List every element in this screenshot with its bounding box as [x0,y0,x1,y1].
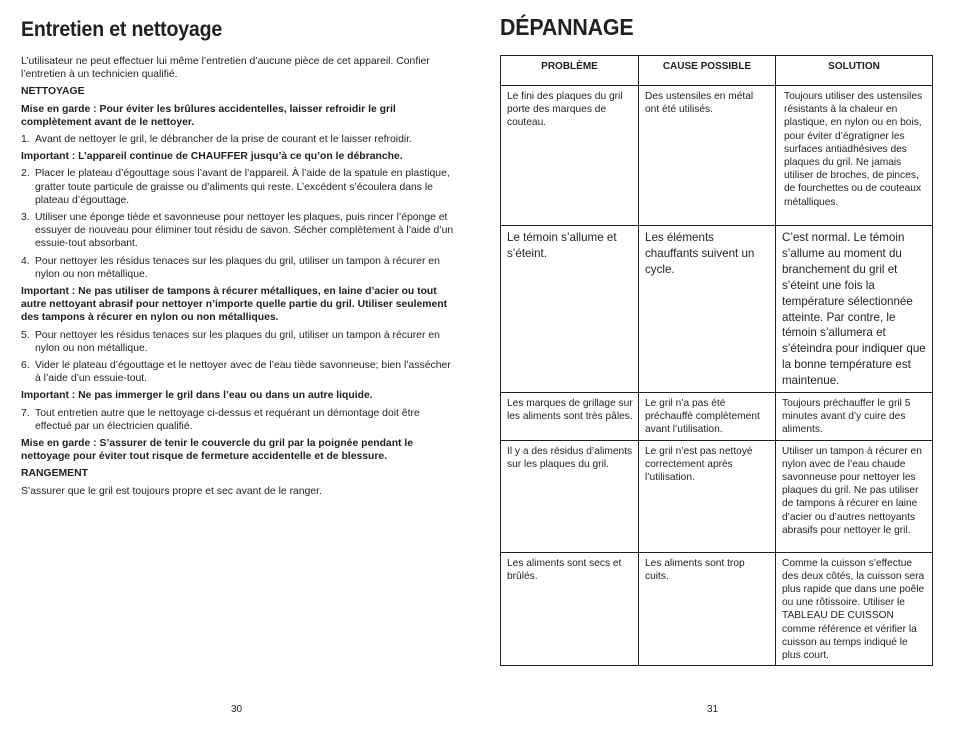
step-text: Utiliser une éponge tiède et savonneuse pour nettoyer les plaques, puis rincer l’éponge et essuyer de nouveau pour éliminer tout résidu de savon. Sécher complètement à l’aide d’un essuie-tout absorbant. [35,212,454,250]
solution-cell: Comme la cuisson s’effectue des deux côtés, la cuisson sera plus rapide que dans une poêle ou une rôtissoire. Utiliser le TABLEAU DE CUISSON comme référence et vérifier la cuisson au temps indiqué le plus court. [776,552,933,666]
important-unplug: Important : L’appareil continue de CHAUFFER jusqu’à ce qu’on le débranche. [21,151,403,163]
header-cause: CAUSE POSSIBLE [639,56,776,86]
important-no-metal-pads: Important : Ne pas utiliser de tampons à récurer métalliques, en laine d’acier ou tout autre nettoyant abrasif pour nettoyer n’importe quelle partie du gril. Utiliser seulement des tampons à récurer en nylon ou non métalliques. [21,286,448,324]
problem-cell: Les marques de grillage sur les aliments sont très pâles. [501,393,639,441]
step-text: Pour nettoyer les résidus tenaces sur les plaques du gril, utiliser un tampon à récurer en nylon ou non métallique. [35,255,440,280]
storage-paragraph: S’assurer que le gril est toujours propre et sec avant de le ranger. [21,485,322,497]
step-1 [21,133,457,146]
step-7 [21,407,457,433]
step-number: 1. [21,134,30,146]
problem-cell: Il y a des résidus d’aliments sur les plaques du gril. [501,440,639,552]
problem-cell: Le témoin s’allume et s’éteint. [501,226,639,393]
table-row [501,440,933,552]
step-2 [21,167,457,207]
step-number: 2. [21,168,30,180]
step-5 [21,329,457,355]
cleaning-heading: NETTOYAGE [21,86,85,98]
maintenance-title: Entretien et nettoyage [21,18,223,41]
step-number: 7. [21,407,30,419]
cause-cell: Le gril n’est pas nettoyé correctement après l’utilisation. [639,440,776,552]
cause-cell: Le gril n’a pas été préchauffé complètement avant l’utilisation. [639,393,776,441]
troubleshooting-title: DÉPANNAGE [500,14,634,40]
intro-paragraph: L’utilisateur ne peut effectuer lui même l’entretien d’aucune pièce de cet appareil. Confier l’entretien à un technicien qualifié. [21,56,430,81]
page-number-right: 31 [707,704,719,715]
step-text: Avant de nettoyer le gril, le débrancher de la prise de courant et le laisser refroidir. [35,134,412,146]
warning-lid: Mise en garde : S’assurer de tenir le couvercle du gril par la poignée pendant le nettoyage pour éviter tout risque de fermeture accidentelle et de blessure. [21,438,414,463]
step-6 [21,359,457,385]
warning-burns: Mise en garde : Pour éviter les brûlures accidentelles, laisser refroidir le gril complètement avant de le nettoyer. [21,103,396,128]
table-row [501,226,933,393]
troubleshooting-table [500,55,933,666]
important-no-immersion: Important : Ne pas immerger le gril dans l’eau ou dans un autre liquide. [21,390,373,402]
step-text: Vider le plateau d’égouttage et le nettoyer avec de l’eau tiède savonneuse; bien l’assécher à l’aide d’un essuie-tout. [35,360,451,385]
right-page [477,0,954,738]
step-text: Placer le plateau d’égouttage sous l’avant de l’appareil. À l’aide de la spatule en plastique, gratter toute particule de graisse ou d’aliments qui reste. L’excédent s’écoulera dans le plateau d’égouttage. [35,168,450,206]
solution-cell: Toujours préchauffer le gril 5 minutes avant d’y cuire des aliments. [776,393,933,441]
page-number-left: 30 [231,704,243,715]
cause-cell: Des ustensiles en métal ont été utilisés. [639,86,776,226]
step-4 [21,255,457,281]
step-number: 3. [21,212,30,224]
step-text: Pour nettoyer les résidus tenaces sur les plaques du gril, utiliser un tampon à récurer en nylon ou non métallique. [35,329,440,354]
header-problem: PROBLÈME [501,56,639,86]
storage-heading: RANGEMENT [21,468,88,480]
table-row [501,86,933,226]
solution-cell: Toujours utiliser des ustensiles résistants à la chaleur en plastique, en nylon ou en bois, pour éviter d’égratigner les surfaces antiadhésives des plaques du gril. Ne jamais utiliser de broches, de pinces, de fourchettes ou de couteaux métalliques. [776,86,933,226]
step-number: 4. [21,255,30,267]
table-row [501,393,933,441]
solution-cell: Utiliser un tampon à récurer en nylon avec de l’eau chaude savonneuse pour nettoyer les plaques du gril. Ne pas utiliser de tampons à récurer en laine d’acier ou d’autres nettoyants abrasifs pour nettoyer le gril. [776,440,933,552]
step-text: Tout entretien autre que le nettoyage ci-dessus et requérant un démontage doit être effectué par un électricien qualifié. [35,407,420,432]
step-3 [21,211,457,251]
cause-cell: Les aliments sont trop cuits. [639,552,776,666]
problem-cell: Le fini des plaques du gril porte des marques de couteau. [501,86,639,226]
table-row [501,552,933,666]
header-solution: SOLUTION [776,56,933,86]
step-number: 5. [21,329,30,341]
step-number: 6. [21,360,30,372]
table-header-row [501,56,933,86]
cause-cell: Les éléments chauffants suivent un cycle. [639,226,776,393]
problem-cell: Les aliments sont secs et brûlés. [501,552,639,666]
solution-cell: C’est normal. Le témoin s’allume au moment du branchement du gril et s’éteint une fois la température sélectionnée atteinte. Par contre, le témoin s’allumera et s’éteindra pour indiquer que la bonne température est maintenue. [776,226,933,393]
